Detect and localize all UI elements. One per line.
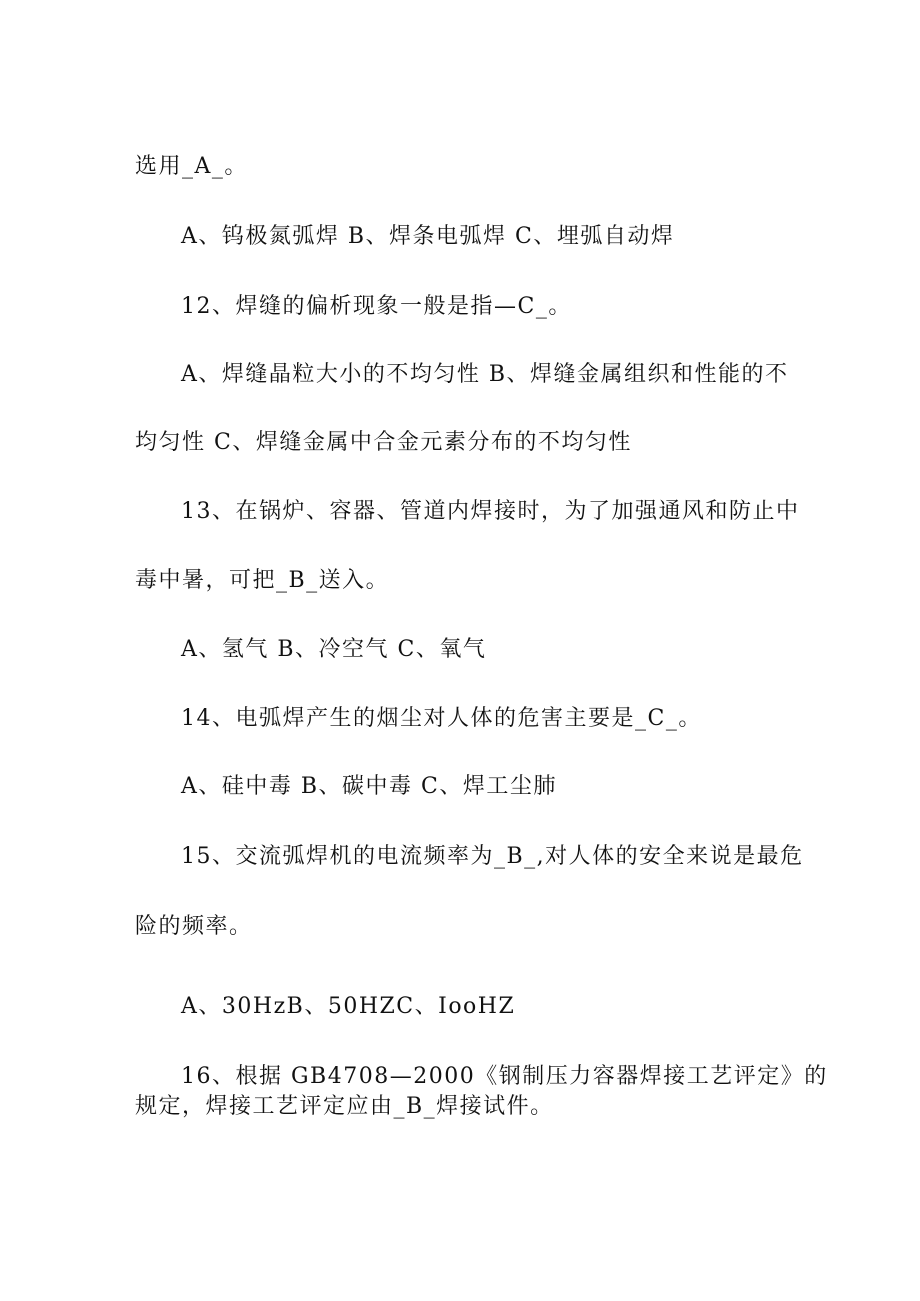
text-line-2: A、钨极氮弧焊 B、焊条电弧焊 C、埋弧自动焊 — [181, 224, 675, 249]
question-15: 15、交流弧焊机的电流频率为_B_,对人体的安全来说是最危 — [181, 844, 804, 869]
text-line-10: A、硅中毒 B、碳中毒 C、焊工尘肺 — [181, 774, 557, 799]
text-line-5: 均匀性 C、焊缝金属中合金元素分布的不均匀性 — [135, 430, 632, 455]
question-12: 12、焊缝的偏析现象一般是指—C_。 — [181, 294, 572, 319]
question-16: 16、根据 GB4708—2000《钢制压力容器焊接工艺评定》的 — [181, 1064, 828, 1089]
question-14: 14、电弧焊产生的烟尘对人体的危害主要是_C_。 — [181, 706, 702, 731]
question-13: 13、在锅炉、容器、管道内焊接时，为了加强通风和防止中 — [181, 499, 800, 524]
text-line-13: A、30HzB、50HZC、IooHZ — [181, 994, 516, 1019]
text-line-8: A、氢气 B、冷空气 C、氧气 — [181, 637, 487, 662]
text-line-4: A、焊缝晶粒大小的不均匀性 B、焊缝金属组织和性能的不 — [181, 362, 789, 387]
text-line-7: 毒中暑，可把_B_送入。 — [135, 568, 390, 593]
text-line-1: 选用_A_。 — [135, 154, 248, 179]
text-line-15: 规定，焊接工艺评定应由_B_焊接试件。 — [135, 1094, 554, 1119]
text-line-12: 险的频率。 — [135, 914, 253, 939]
